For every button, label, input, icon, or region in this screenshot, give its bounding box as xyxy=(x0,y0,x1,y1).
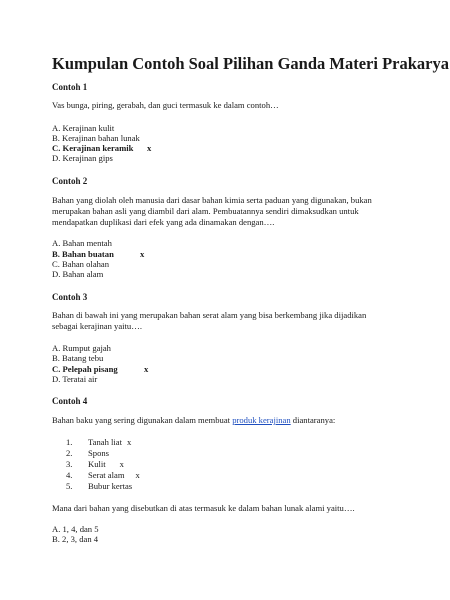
question-3-option-a: A. Rumput gajah xyxy=(52,343,111,353)
question-4-heading: Contoh 4 xyxy=(52,396,88,406)
question-1-option-d: D. Kerajinan gips xyxy=(52,153,113,163)
list-item-label: Kulit xyxy=(88,459,106,469)
question-2-text-line: merupakan bahan asli yang diambil dari alam. Pembuatannya sendiri dimaksudkan untuk xyxy=(52,206,359,216)
question-3-text-line: sebagai kerajinan yaitu…. xyxy=(52,321,142,331)
list-item-label: Serat alam xyxy=(88,470,125,480)
list-item-number: 2. xyxy=(66,448,73,458)
list-item-number: 4. xyxy=(66,470,73,480)
question-2-option-c: C. Bahan olahan xyxy=(52,259,110,269)
question-3-option-b: B. Batang tebu xyxy=(52,353,104,363)
question-1-option-b: B. Kerajinan bahan lunak xyxy=(52,133,140,143)
list-item-label: Tanah liat xyxy=(88,437,122,447)
answer-mark: x xyxy=(135,470,140,480)
answer-mark: x xyxy=(140,249,145,259)
question-3-text-line: Bahan di bawah ini yang merupakan bahan serat alam yang bisa berkembang jika dijadikan xyxy=(52,310,367,320)
question-3-option-c: C. Pelepah pisang xyxy=(52,364,118,374)
question-2-heading: Contoh 2 xyxy=(52,176,88,186)
list-item-label: Spons xyxy=(88,448,110,458)
question-1-option-c: C. Kerajinan keramik xyxy=(52,143,134,153)
list-item-number: 3. xyxy=(66,459,73,469)
list-item xyxy=(66,470,140,480)
question-4-text-end: diantaranya: xyxy=(290,415,336,425)
question-1-option-a: A. Kerajinan kulit xyxy=(52,123,115,133)
list-item-number: 5. xyxy=(66,481,73,491)
question-4-text xyxy=(52,415,335,427)
list-item xyxy=(66,448,109,458)
question-4-option-a: A. 1, 4, dan 5 xyxy=(52,524,99,534)
answer-mark: x xyxy=(147,143,152,153)
question-2-option-a: A. Bahan mentah xyxy=(52,238,112,248)
list-item xyxy=(66,481,132,491)
answer-mark: x xyxy=(119,459,124,469)
produk-kerajinan-link[interactable]: produk kerajinan xyxy=(232,415,291,425)
answer-mark: x xyxy=(127,437,132,447)
question-3-option-d: D. Teratai air xyxy=(52,374,98,384)
list-item-number: 1. xyxy=(66,437,73,447)
list-item xyxy=(66,459,124,469)
question-1-text: Vas bunga, piring, gerabah, dan guci termasuk ke dalam contoh… xyxy=(52,100,279,110)
list-item-label: Bubur kertas xyxy=(88,481,133,491)
answer-mark: x xyxy=(144,364,149,374)
page-title: Kumpulan Contoh Soal Pilihan Ganda Materi Prakarya xyxy=(52,54,449,73)
question-2-text-line: mendapatkan duplikasi dari efek yang ada dinamakan dengan…. xyxy=(52,217,275,227)
question-4-followup: Mana dari bahan yang disebutkan di atas termasuk ke dalam bahan lunak alami yaitu…. xyxy=(52,503,355,513)
question-2-option-d: D. Bahan alam xyxy=(52,269,104,279)
question-2-option-b: B. Bahan buatan xyxy=(52,249,114,259)
question-4-text-start: Bahan baku yang sering digunakan dalam membuat xyxy=(52,415,233,425)
question-1-heading: Contoh 1 xyxy=(52,82,88,92)
question-2-text-line: Bahan yang diolah oleh manusia dari dasar bahan kimia serta paduan yang digunakan, bukan xyxy=(52,195,372,205)
question-4-option-b: B. 2, 3, dan 4 xyxy=(52,534,99,544)
list-item xyxy=(66,437,131,447)
question-3-heading: Contoh 3 xyxy=(52,292,88,302)
